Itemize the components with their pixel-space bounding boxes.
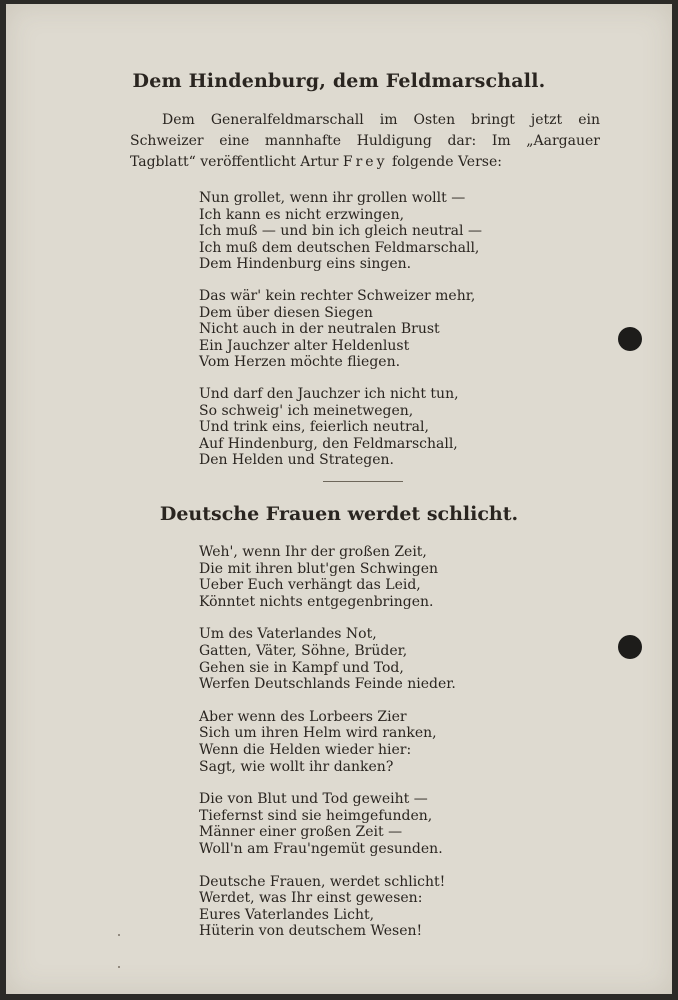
verse-line: So schweig' ich meinetwegen, (199, 402, 414, 419)
stanza (199, 874, 456, 940)
verse-line: Vom Herzen möchte fliegen. (199, 354, 401, 371)
verse-line: Auf Hindenburg, den Feldmarschall, (199, 435, 458, 452)
verse-line: Hüterin von deutschem Wesen! (199, 923, 423, 940)
verse-line: Weh', wenn Ihr der großen Zeit, (199, 544, 427, 560)
section-divider (323, 481, 403, 482)
stanza (199, 791, 456, 857)
verse-line: Gehen sie in Kampf und Tod, (199, 659, 404, 676)
verse-line: Sich um ihren Helm wird ranken, (199, 725, 437, 742)
punch-hole (618, 327, 642, 351)
paper-speck (118, 966, 120, 968)
verse-line: Aber wenn des Lorbeers Zier (199, 708, 407, 725)
verse-line: Das wär' kein rechter Schweizer mehr, (199, 287, 476, 304)
verse-line: Nun grollet, wenn ihr grollen wollt — (199, 190, 466, 206)
document-page (6, 4, 672, 994)
verse-line: Um des Vaterlandes Not, (199, 626, 377, 643)
verse-line: Ueber Euch verhängt das Leid, (199, 577, 421, 594)
verse-line: Werfen Deutschlands Feinde nieder. (199, 676, 456, 693)
verse-line: Ein Jauchzer alter Heldenlust (199, 337, 410, 354)
stanza (199, 626, 456, 692)
verse-line: Dem Hindenburg eins singen. (199, 256, 412, 273)
poem-hindenburg (199, 190, 482, 484)
intro-text-end: folgende Verse: (391, 154, 502, 170)
verse-line: Sagt, wie wollt ihr danken? (199, 758, 394, 775)
stanza (199, 386, 482, 469)
author-name: Frey (342, 154, 388, 170)
stanza (199, 544, 456, 610)
stanza (199, 288, 482, 371)
verse-line: Die mit ihren blut'gen Schwingen (199, 560, 439, 577)
punch-hole (618, 635, 642, 659)
verse-line: Männer einer großen Zeit — (199, 824, 403, 841)
verse-line: Werdet, was Ihr einst gewesen: (199, 890, 423, 907)
verse-line: Woll'n am Frau'ngemüt gesunden. (199, 840, 443, 857)
verse-line: Deutsche Frauen, werdet schlicht! (199, 873, 446, 890)
verse-line: Tiefernst sind sie heimgefunden, (199, 807, 433, 824)
verse-line: Und trink eins, feierlich neutral, (199, 419, 429, 436)
stanza (199, 190, 482, 273)
poem-frauen (199, 544, 456, 956)
verse-line: Nicht auch in der neutralen Brust (199, 321, 440, 338)
verse-line: Ich muß — und bin ich gleich neutral — (199, 223, 482, 240)
stanza (199, 709, 456, 775)
verse-line: Ich muß dem deutschen Feldmarschall, (199, 239, 480, 256)
poem-title-hindenburg: Dem Hindenburg, dem Feldmarschall. (132, 70, 546, 92)
verse-line: Ich kann es nicht erzwingen, (199, 206, 405, 223)
paper-speck (118, 934, 120, 936)
verse-line: Wenn die Helden wieder hier: (199, 741, 412, 758)
intro-paragraph (130, 110, 600, 173)
verse-line: Eures Vaterlandes Licht, (199, 906, 375, 923)
verse-line: Könntet nichts entgegenbringen. (199, 593, 434, 610)
verse-line: Dem über diesen Siegen (199, 304, 373, 321)
intro-text: Dem Generalfeldmarschall im Osten bringt jetzt ein Schweizer eine mannhafte Huldigung dar: Im „Aargauer Tagblatt“ veröffentlicht Artur (130, 112, 600, 170)
verse-line: Die von Blut und Tod geweiht — (199, 791, 428, 808)
verse-line: Gatten, Väter, Söhne, Brüder, (199, 642, 408, 659)
verse-line: Den Helden und Strategen. (199, 452, 394, 469)
poem-title-frauen: Deutsche Frauen werdet schlicht. (159, 503, 519, 525)
verse-line: Und darf den Jauchzer ich nicht tun, (199, 385, 459, 402)
